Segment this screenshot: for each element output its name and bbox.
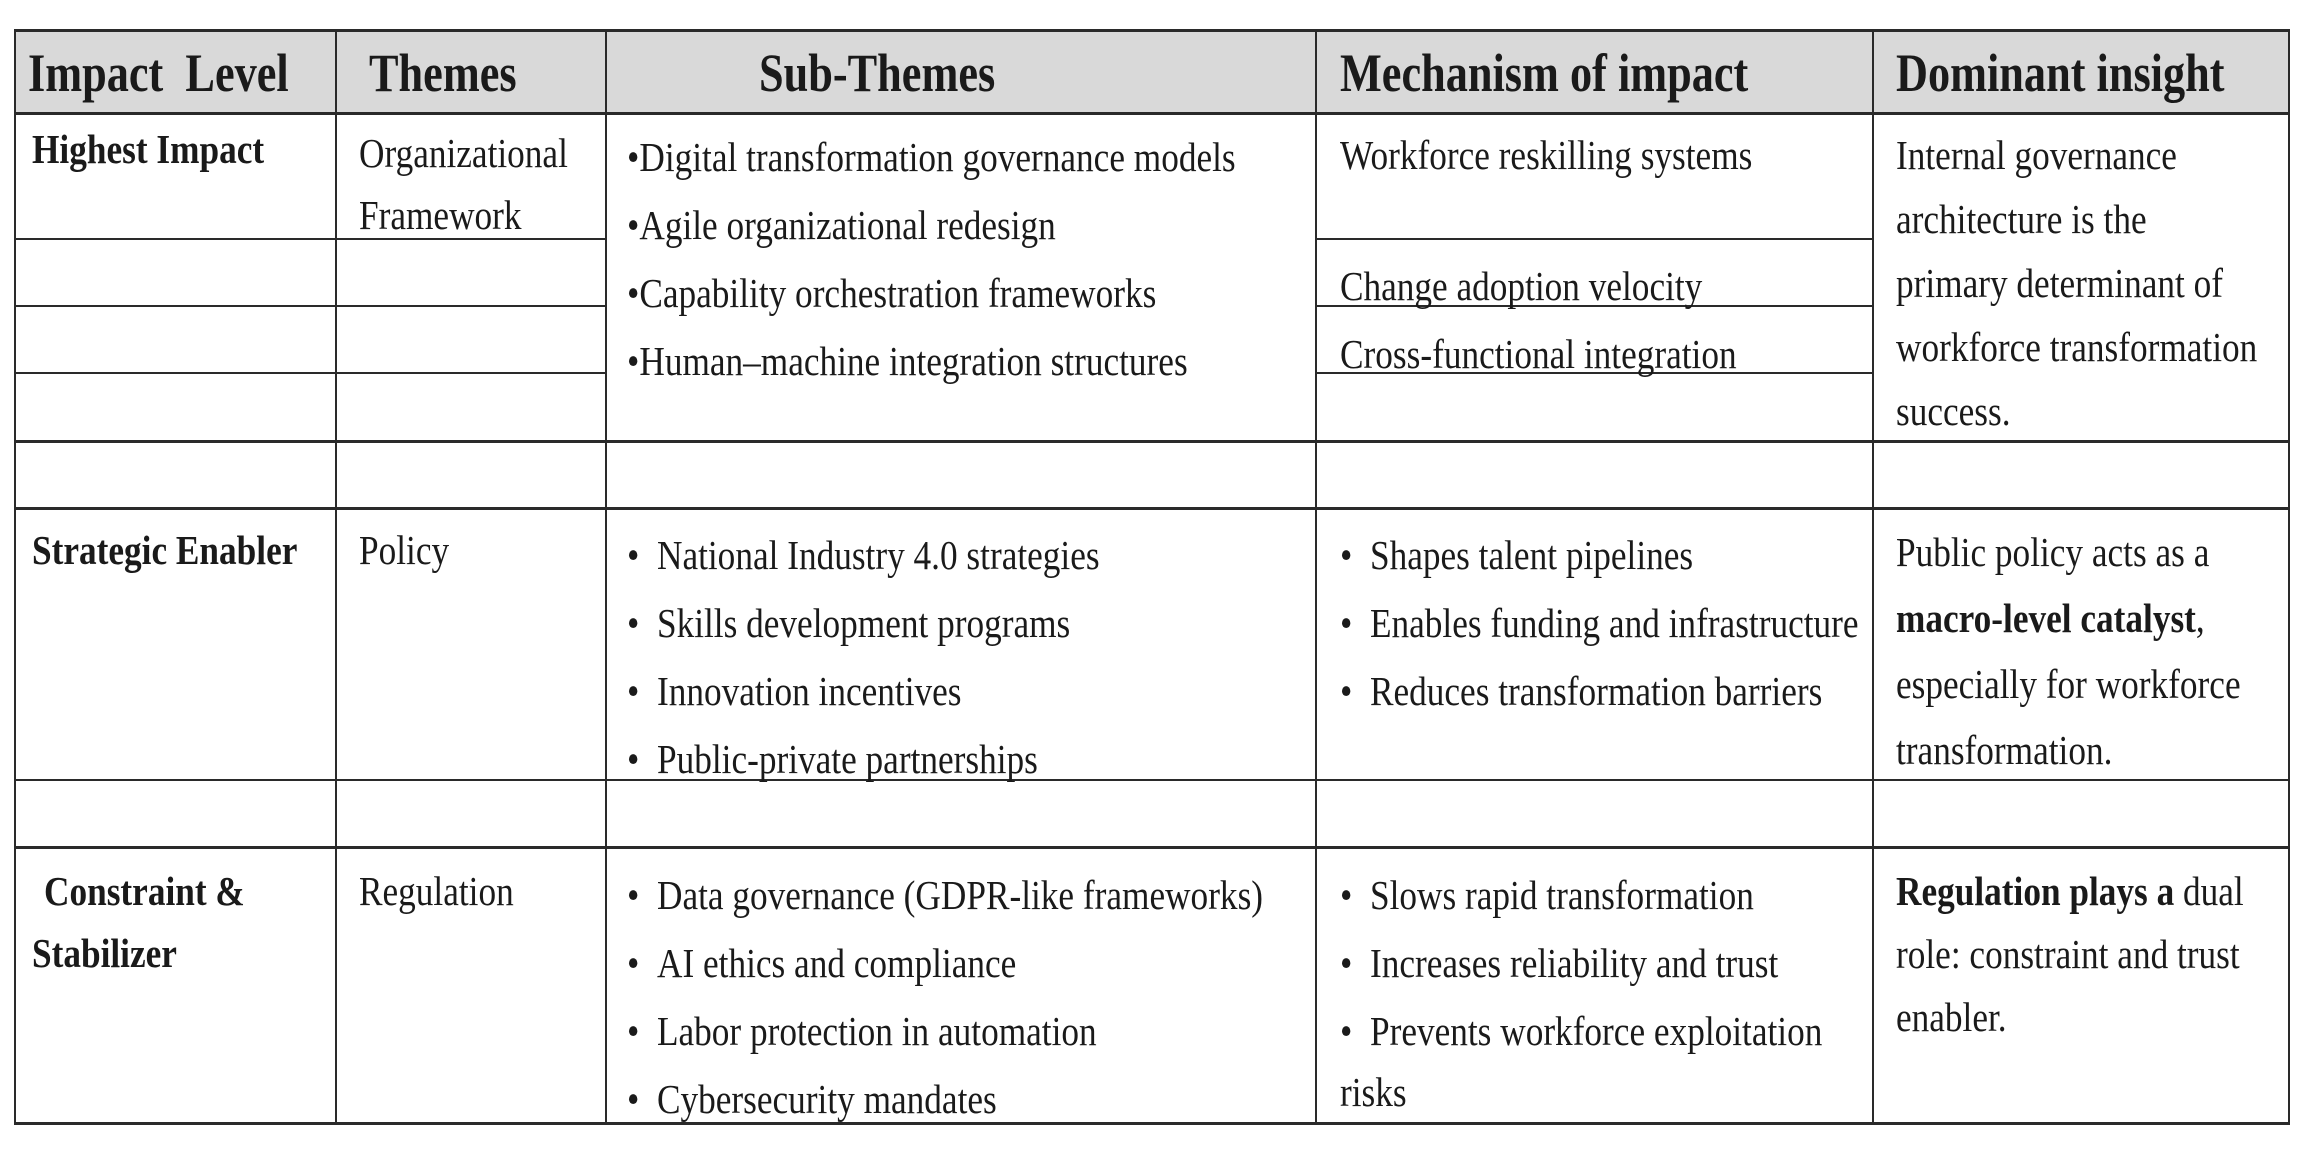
sub-theme-item xyxy=(627,931,1016,995)
sub-theme-text: Capability orchestration frameworks xyxy=(639,270,1157,316)
sub-theme-text: AI ethics and compliance xyxy=(656,940,1017,986)
insight-line xyxy=(1896,586,2205,650)
header-dominant-insight: Dominant insight xyxy=(1896,43,2225,103)
rule-right xyxy=(2288,29,2290,1125)
sub-theme-text: Digital transformation governance models xyxy=(639,134,1236,180)
insight-text: dual xyxy=(2174,868,2244,914)
insight-line: architecture is the xyxy=(1896,196,2147,242)
bullet-icon xyxy=(1340,532,1370,578)
insight-line: success. xyxy=(1896,388,2011,434)
sub-theme-text: Agile organizational redesign xyxy=(639,202,1056,248)
theme-line: Regulation xyxy=(359,868,514,914)
rule-bottom xyxy=(14,1122,2290,1125)
sub-theme-item xyxy=(627,999,1097,1063)
bullet-icon xyxy=(627,270,639,316)
insight-line: workforce transformation xyxy=(1896,324,2258,370)
insight-text: , xyxy=(2195,595,2205,641)
sub-theme-item xyxy=(627,727,1038,791)
sub-theme-text: Innovation incentives xyxy=(656,668,962,714)
sub-theme-item xyxy=(627,329,1188,393)
header-mechanism: Mechanism of impact xyxy=(1340,43,1749,103)
mechanism-item: Change adoption velocity xyxy=(1340,263,1703,309)
bullet-icon xyxy=(627,736,657,782)
mechanism-item: Cross-functional integration xyxy=(1340,331,1737,377)
sub-theme-item xyxy=(627,1067,997,1131)
sub-theme-item xyxy=(627,523,1100,587)
impact-level-constraint: Stabilizer xyxy=(32,930,177,976)
theme-line: Policy xyxy=(359,527,450,573)
bullet-icon xyxy=(627,872,657,918)
mechanism-item xyxy=(1340,863,1754,927)
insight-emphasis: macro-level catalyst xyxy=(1896,595,2196,641)
mechanism-text: Prevents workforce exploitation xyxy=(1369,1008,1823,1054)
sub-theme-text: Skills development programs xyxy=(656,600,1071,646)
mechanism-wrap: risks xyxy=(1340,1069,1407,1115)
impact-level-highest: Highest Impact xyxy=(32,126,265,172)
theme-line: Framework xyxy=(359,192,522,238)
insight-line: especially for workforce xyxy=(1896,661,2241,707)
sub-theme-text: Data governance (GDPR-like frameworks) xyxy=(656,872,1264,918)
mechanism-text: Reduces transformation barriers xyxy=(1369,668,1823,714)
mechanism-item xyxy=(1340,659,1822,723)
sub-theme-item xyxy=(627,659,962,723)
sub-theme-item xyxy=(627,193,1056,257)
bullet-icon xyxy=(627,668,657,714)
header-themes: Themes xyxy=(369,43,517,103)
bullet-icon xyxy=(1340,1008,1370,1054)
bullet-icon xyxy=(1340,668,1370,714)
bullet-icon xyxy=(627,202,639,248)
bullet-icon xyxy=(627,134,639,180)
sub-theme-text: Public-private partnerships xyxy=(656,736,1038,782)
bullet-icon xyxy=(1340,600,1370,646)
header-impact-level: Impact Level xyxy=(28,43,289,103)
sub-theme-item xyxy=(627,125,1236,189)
insight-emphasis: Regulation plays a xyxy=(1896,868,2175,914)
sub-theme-text: Cybersecurity mandates xyxy=(656,1076,997,1122)
bullet-icon xyxy=(1340,872,1370,918)
bullet-icon xyxy=(627,1008,657,1054)
rule-sub-1-mech xyxy=(1316,238,1873,240)
insight-line: primary determinant of xyxy=(1896,260,2224,306)
insight-line xyxy=(1896,859,2244,923)
insight-line: Internal governance xyxy=(1896,132,2177,178)
rule-col-3 xyxy=(1315,29,1317,1125)
sub-theme-item xyxy=(627,591,1070,655)
insight-line: Public policy acts as a xyxy=(1896,529,2210,575)
mechanism-item xyxy=(1340,999,1822,1063)
impact-level-constraint: Constraint & xyxy=(44,868,245,914)
rule-spacer-1-bottom xyxy=(14,507,2290,510)
impact-level-strategic: Strategic Enabler xyxy=(32,527,298,573)
insight-line: enabler. xyxy=(1896,994,2007,1040)
mechanism-text: Enables funding and infrastructure xyxy=(1369,600,1859,646)
bullet-icon xyxy=(627,600,657,646)
mechanism-item: Workforce reskilling systems xyxy=(1340,132,1753,178)
sub-theme-text: Human–machine integration structures xyxy=(639,338,1188,384)
theme-line: Organizational xyxy=(359,130,568,176)
rule-col-2 xyxy=(605,29,607,1125)
mechanism-text: Increases reliability and trust xyxy=(1369,940,1779,986)
rule-spacer-2-bottom xyxy=(14,846,2290,849)
mechanism-item xyxy=(1340,523,1693,587)
mechanism-item xyxy=(1340,591,1859,655)
bullet-icon xyxy=(1340,940,1370,986)
bullet-icon xyxy=(627,1076,657,1122)
bullet-icon xyxy=(627,532,657,578)
sub-theme-text: National Industry 4.0 strategies xyxy=(656,532,1100,578)
mechanism-text: Slows rapid transformation xyxy=(1369,872,1754,918)
header-sub-themes: Sub-Themes xyxy=(759,43,996,103)
sub-theme-item xyxy=(627,863,1263,927)
sub-theme-text: Labor protection in automation xyxy=(656,1008,1097,1054)
impact-table xyxy=(14,29,2290,1126)
insight-line: role: constraint and trust xyxy=(1896,931,2240,977)
sub-theme-item xyxy=(627,261,1156,325)
bullet-icon xyxy=(627,940,657,986)
insight-line: transformation. xyxy=(1896,727,2113,773)
rule-sub-2 xyxy=(14,305,606,307)
bullet-icon xyxy=(627,338,639,384)
rule-col-4 xyxy=(1872,29,1874,1125)
mechanism-item xyxy=(1340,931,1778,995)
rule-sub-3 xyxy=(14,372,606,374)
mechanism-text: Shapes talent pipelines xyxy=(1369,532,1694,578)
rule-col-1 xyxy=(335,29,337,1125)
rule-left xyxy=(14,29,16,1125)
